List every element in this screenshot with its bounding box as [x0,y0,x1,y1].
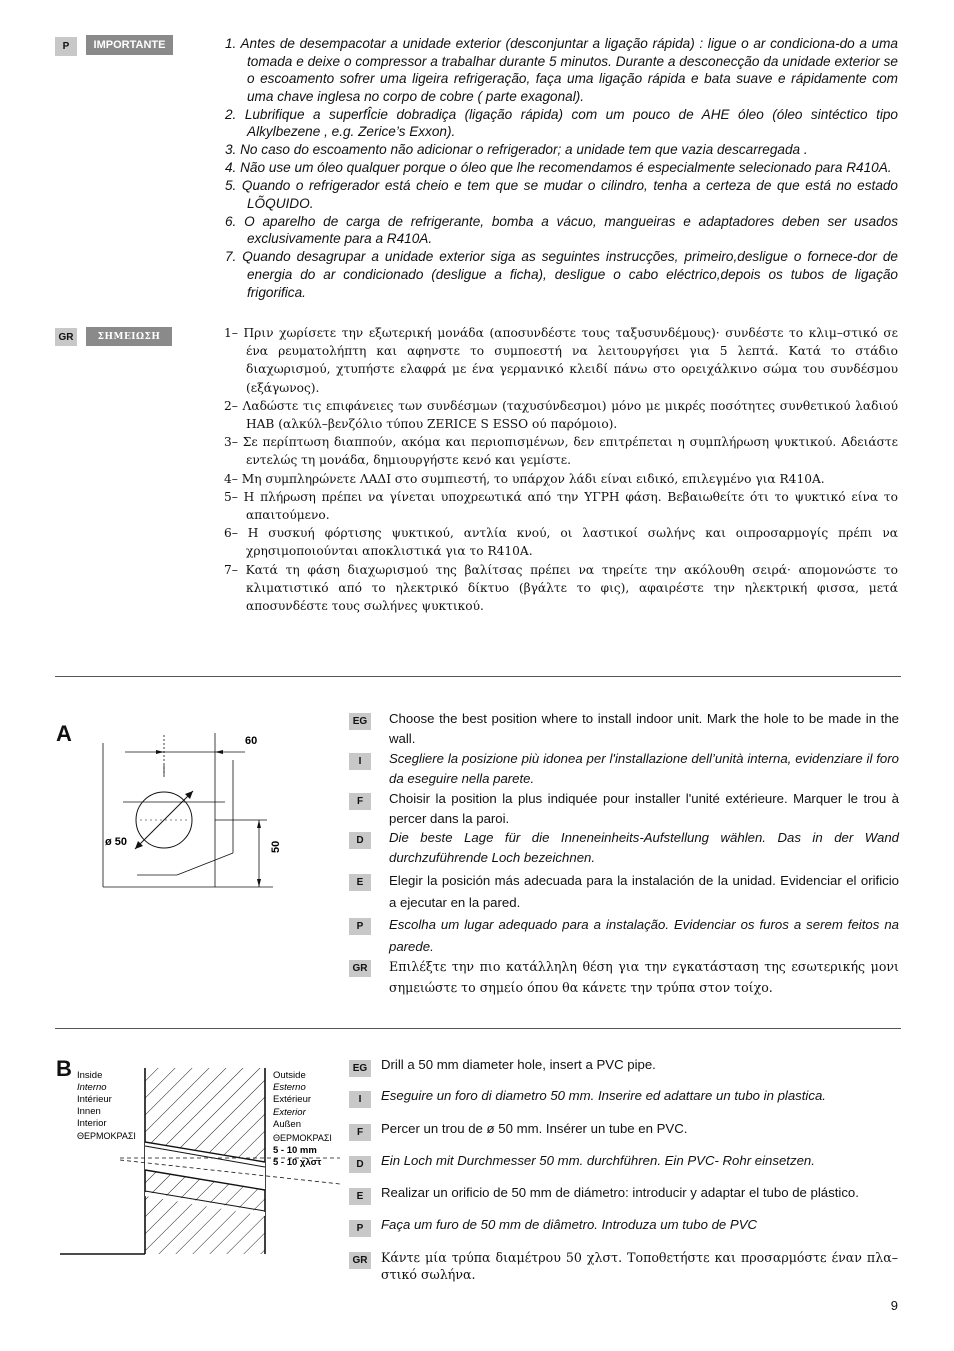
lang-tag-p: P [55,37,77,56]
slope-label: 5 - 10 mm [273,1145,317,1156]
instruction-row [349,1119,898,1141]
instruction-text: Choisir la position la plus indiquée pour installer l'unité extérieure. Marquer le trou à percer dans la paroi. [389,791,899,826]
lang-tag: EG [349,713,371,730]
outside-label: Esterno [273,1082,306,1093]
lang-tag: F [349,1124,371,1141]
outside-label: ΘΕΡΜΟΚΡΑΣΙ [273,1133,332,1143]
dim-side-label: 50 [270,840,282,853]
pt-note-item: 4. Não use um óleo qualquer porque o óleo que lhe recomendamos é especialmente selecionado para R410A. [225,160,892,176]
instruction-text: Drill a 50 mm diameter hole, insert a PVC pipe. [381,1057,656,1072]
instruction-text: Escolha um lugar adequado para a instalação. Evidenciar os furos a serem feitos na parede. [389,917,899,954]
pt-note-item: 1. Antes de desempacotar a unidade exterior (desconjuntar a ligação rápida) : ligue o ar condiciona-do a uma tomada e deixe o compressor a trabalhar durante 5 minutos. Durante a desconecção da unidade exterior se o escoamento sofrer uma ligeira refrigeração, faça uma ligação rápida e bata suave e rápidamente com uma chave inglesa no corpo de cobre ( parte exagonal). [225,36,898,104]
section-b-label: B [56,1056,72,1081]
instruction-row [349,1215,898,1237]
lang-tag: E [349,874,371,891]
instruction-text: Realizar un orificio de 50 mm de diámetro: introducir y adaptar el tubo de plástico. [381,1185,859,1200]
pt-notes-list [225,35,898,302]
pt-note-item: 5. Quando o refrigerador está cheio e tem que se mudar o cilindro, tenha a certeza de que está no estado LÕQUIDO. [225,178,898,211]
instruction-row [349,749,899,789]
inside-label: Intérieur [77,1094,112,1105]
note-label-greek: ΣΗΜΕΙΩΣΗ [86,327,172,346]
slope-label: 5 - 10 χλστ [273,1157,322,1168]
lang-tag: F [349,793,371,810]
important-label: IMPORTANTE [86,35,173,55]
outside-label: Outside [273,1070,306,1081]
instruction-text: Επιλέξτε την πιο κατάλληλη θέση για την εγκατάσταση της εσωτερικής μονι σημειώστε το σημείο όπου θα κάνετε την τρύπα στον τοίχο. [389,959,899,995]
instruction-text: Die beste Lage für die Inneneinheits-Aufstellung wählen. Das in der Wand durchzuführende Loch bezeichnen. [389,830,899,865]
instruction-row [349,914,899,958]
gr-note-item: 1– Πριν χωρίσετε την εξωτερική μονάδα (αποσυνδέστε τους ταξυσυνδέμους)· συνδέστε το κλιμ–στικό σε ένα ρευματολήπτη και αφηνστε το συμποεστή να λειτουργήσει για 5 λεπτά. Κατά το στάδιο διαχωρισμού, χτυπήστε ελαφρά με ένα γερμανικό κλειδί πάνω στο ορειχάλκινο σώμα του συνδέσμου (εξάγωνος). [224,326,898,395]
pt-note-item: 2. Lubrifique a superfÎcie dobradiça (ligação rápida) com um pouco de AHE óleo (óleo sintéctico tipo Alkylbezene , e.g. Zerice’s Exxon). [225,106,898,140]
gr-note-item: 7– Κατά τη φάση διαχωρισμού της βαλίτσας πρέπει να τηρείτε την ακόλουθη σειρά· απομονώστε το κλιματιστικό από το ηλεκτρικό δίκτυο (βγάλτε το φις), αφαιρέστε την ηλεκτρική φισσα, μετά αποσυνδέστε τους σωλήνες ψυκτικού. [224,562,898,614]
instruction-text: Κάντε μία τρύπα διαμέτρου 50 χλστ. Τοποθετήστε και προσαρμόστε έναν πλα–στικό σωλήνα. [381,1250,898,1282]
instruction-text: Scegliere la posizione più idonea per l'installazione dell’unità interna, evidenziare il foro da eseguire nella parete. [389,751,899,786]
pt-note-item: 3. No caso do escoamento não adicionar o refrigerador; a unidade tem que vazia descarregada . [225,142,808,158]
section-a-label: A [56,721,72,746]
instruction-text: Percer un trou de ø 50 mm. Insérer un tube en PVC. [381,1121,688,1136]
instruction-text: Faça um furo de 50 mm de diâmetro. Introduza um tubo de PVC [381,1217,758,1232]
outside-label: Außen [273,1119,301,1130]
instruction-row [349,709,899,749]
gr-note-item: 6– Η συσκυή φόρτισης ψυκτικού, αντλία κνού, οι λαστικοί σωλήνς και οιπροσαρμογίς πρέπι να χρησιμοποιούνται αποκλιστικά για το R410A. [224,526,898,559]
instruction-text: Choose the best position where to install indoor unit. Mark the hole to be made in the wall. [389,711,899,746]
instruction-row [349,956,899,998]
lang-tag: I [349,1091,371,1108]
instruction-row [349,870,899,914]
lang-tag: D [349,1156,371,1173]
inside-label: Inside [77,1070,103,1081]
instruction-row [349,1086,898,1108]
instruction-row [349,1151,898,1173]
section-divider [55,676,901,677]
lang-tag: E [349,1188,371,1205]
inside-label: Interior [77,1118,107,1129]
wall-section-diagram [60,1064,350,1260]
lang-tag: EG [349,1060,371,1077]
dim-top-label: 60 [245,735,258,747]
lang-tag-gr: GR [55,328,77,346]
lang-tag: P [349,918,371,935]
instruction-text: Ein Loch mit Durchmesser 50 mm. durchführen. Ein PVC- Rohr einsetzen. [381,1153,815,1168]
gr-note-item: 5– Η πλήρωση πρέπει να γίνεται υποχρεωτικά από την ΥΓΡΗ φάση. Βεβαιωθείτε ότι το ψυκτικό είνα το απαιτούμενο. [224,489,898,523]
instruction-row [349,789,899,829]
instruction-row [349,828,899,868]
pt-note-item: 6. O aparelho de carga de refrigerante, bomba a vácuo, mangueiras e adaptadores deben ser usados exclusivamente para a R410A. [225,213,898,247]
lang-tag: I [349,753,371,770]
section-divider [55,1028,901,1029]
gr-note-item: 4– Μη συμπληρώνετε ΛΑΔΙ στο συμπιεστή, το υπάρχον λάδι είναι ειδικό, επιλεγμένο για R410A. [224,471,825,486]
instruction-row [349,1055,898,1077]
lang-tag: GR [349,1252,371,1269]
lang-tag: D [349,832,371,849]
inside-label: Interno [77,1082,107,1093]
instruction-row [349,1183,898,1205]
wall-hole-diagram [95,725,285,895]
outside-label: Extérieur [273,1094,312,1105]
gr-note-item: 3– Σε περίπτωση διαππούν, ακόμα και περιοπισμένων, δεν επιτρέπεται η συμπλήρωση ψυκτικού. Αδειάστε εντελώς τη μονάδα, δημιουργήστε κενό και γεμίστε. [224,435,898,468]
instruction-text: Elegir la posición más adecuada para la instalación de la unidad. Evidenciar el orificio a ejecutar en la pared. [389,873,899,910]
lang-tag: P [349,1220,371,1237]
page-number: 9 [890,1298,898,1313]
inside-label: Innen [77,1106,101,1117]
instruction-text: Eseguire un foro di diametro 50 mm. Inserire ed adattare un tubo in plastica. [381,1088,826,1103]
diameter-label: ø 50 [105,836,128,848]
pt-note-item: 7. Quando desagrupar a unidade exterior siga as seguintes instrucções, primeiro,desligue o fornece-dor de energia do ar condicionado (desligue a ficha), desligue o cabo eléctrico,depois os tubos de ligação frigorifica. [225,249,898,300]
instruction-row [349,1249,898,1283]
gr-note-item: 2– Λαδώστε τις επιφάνειες των συνδέσμων (ταχυσύνδεσμοι) μόνο με μικρές ποσότητες συνθετικού λαδιού HAB (αλκύλ–βενζόλιο τύπου ZERICE S ESSO ού παρόμοιο). [224,398,898,432]
lang-tag: GR [349,960,371,977]
gr-notes-list [224,324,898,615]
outside-label: Exterior [273,1107,306,1118]
inside-label: ΘΕΡΜΟΚΡΑΣΙ [77,1131,136,1141]
